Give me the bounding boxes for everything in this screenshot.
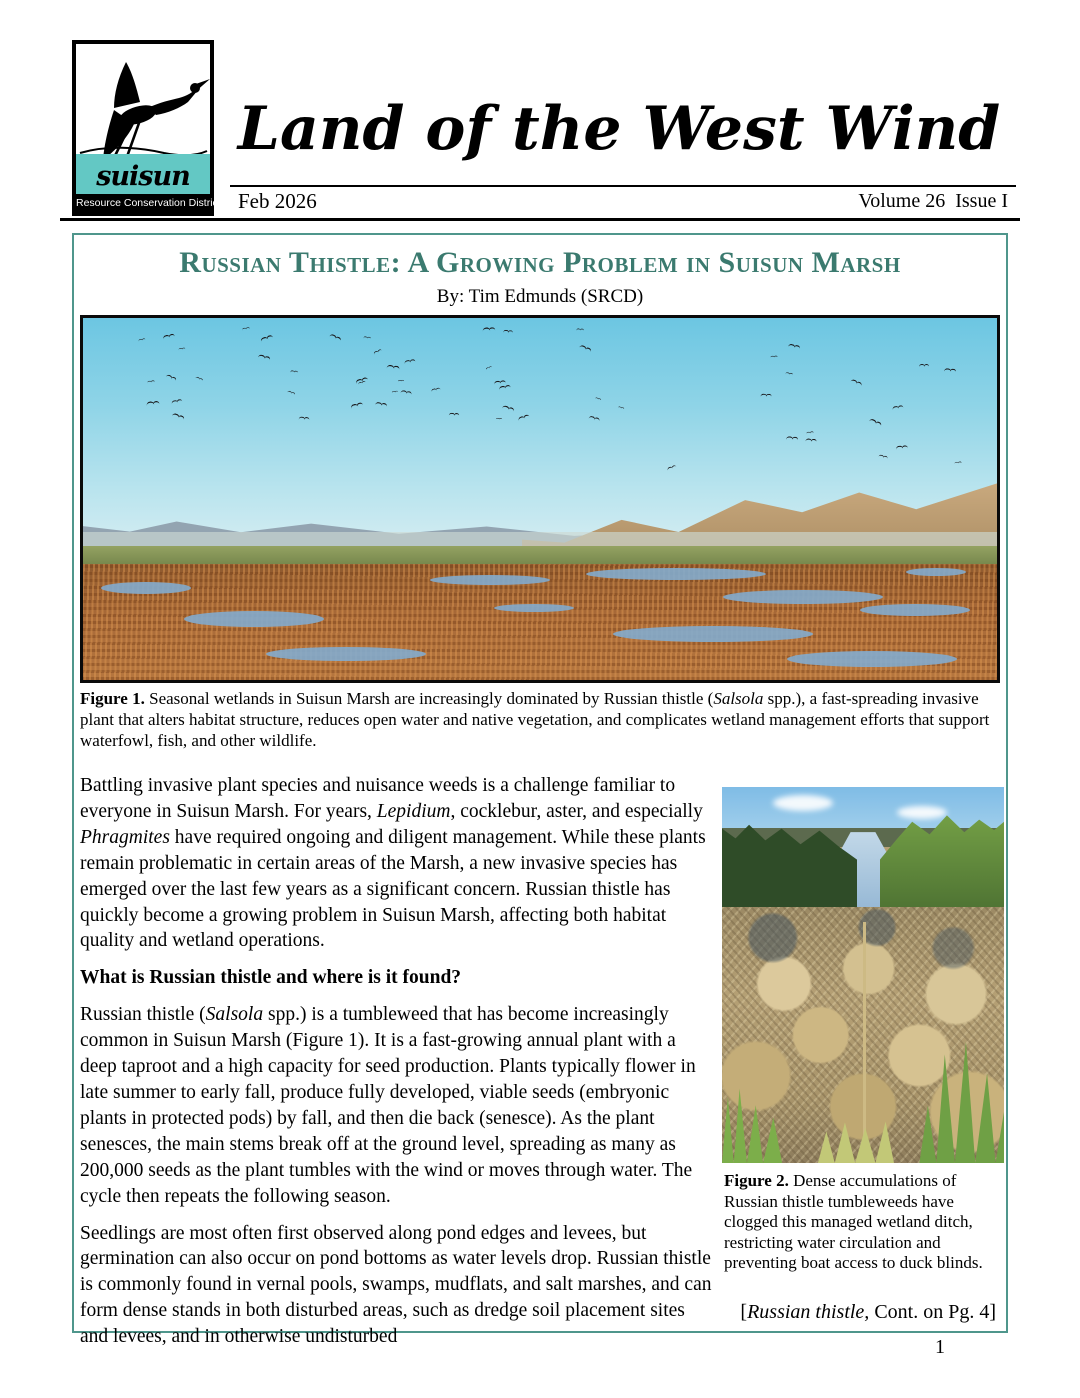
figure1-water-patch bbox=[586, 568, 766, 580]
figure1-water-patch bbox=[787, 651, 957, 667]
figure1-water-patch bbox=[723, 590, 883, 604]
article-byline: By: Tim Edmunds (SRCD) bbox=[436, 286, 644, 307]
header-rule bbox=[60, 218, 1020, 221]
masthead-rule bbox=[230, 185, 1016, 187]
paragraph-3: Seedlings are most often first observed along pond edges and levees, but germination can also occur on pond bottoms as water levels drop. Russian thistle is commonly found in vernal pools, swamps, mudflats, and salt marshes, and can form dense stands in both disturbed areas, such as dredge soil placement sites and levees, and in otherwise undisturbed bbox=[80, 1222, 712, 1348]
article-subhead: What is Russian thistle and where is it found? bbox=[80, 967, 462, 989]
article-box bbox=[72, 233, 1008, 1348]
issue-date: Feb 2026 bbox=[238, 189, 317, 213]
newsletter-title: Land of the West Wind bbox=[237, 94, 1001, 164]
continuation-note: [Russian thistle, Cont. on Pg. 4] bbox=[740, 1301, 996, 1323]
figure1-image bbox=[80, 315, 1000, 683]
article-headline: Russian Thistle: A Growing Problem in Suisun Marsh bbox=[179, 246, 901, 279]
logo-subtitle: Resource Conservation District bbox=[76, 194, 210, 212]
page-number: 1 bbox=[935, 1336, 945, 1358]
paragraph-2: Russian thistle (Salsola spp.) is a tumbleweed that has become increasingly common in Suisun Marsh (Figure 1). It is a fast-growing annual plant with a deep taproot and a high capacity for seed production. Plants typically flower in late summer to early fall, produce fully developed, viable seeds (embryonic plants in protected pods) by fall, and then die back (senesce). As the plant senesces, the main stems break off at the ground level, spreading as many as 200,000 seeds as the plant tumbles with the wind or moves through water. The cycle then repeats the following season. bbox=[80, 1004, 696, 1207]
figure1-water-patch bbox=[494, 604, 574, 612]
figure1-haze bbox=[83, 532, 997, 546]
figure2-caption: Figure 2. Dense accumulations of Russian thistle tumbleweeds have clogged this managed wetland ditch, restricting water circulation and preventing boat access to duck blinds. bbox=[724, 1171, 983, 1272]
paragraph-1: Battling invasive plant species and nuisance weeds is a challenge familiar to everyone in Suisun Marsh. For years, Lepidium, cocklebur, aster, and especially Phragmites have required ongoing and diligent management. While these plants remain problematic in certain areas of the Marsh, a new invasive species has emerged over the last few years as a significant concern. Russian thistle has quickly become a growing problem in Suisun Marsh, affecting both habitat quality and wetland operations. bbox=[80, 775, 706, 952]
logo-wordmark: suisun bbox=[96, 161, 190, 192]
figure2-image bbox=[722, 787, 1004, 1163]
cloud bbox=[773, 795, 833, 811]
srcd-logo bbox=[72, 40, 221, 216]
figure2-reed-stick bbox=[863, 922, 866, 1163]
article-body bbox=[80, 773, 716, 1361]
figure1-water-patch bbox=[613, 626, 813, 642]
figure1-water-patch bbox=[906, 568, 966, 576]
figure1-water-patch bbox=[860, 604, 970, 616]
figure1-caption: Figure 1. Seasonal wetlands in Suisun Marsh are increasingly dominated by Russian thistle (Salsola spp.), a fast-spreading invasive plant that alters habitat structure, reduces open water and native vegetation, and complicates wetland management efforts that support waterfowl, fish, and other wildlife. bbox=[80, 689, 990, 750]
cloud bbox=[897, 806, 947, 819]
figure1-water-patch bbox=[430, 575, 550, 585]
volume-issue: Volume 26 Issue I bbox=[858, 190, 1008, 212]
